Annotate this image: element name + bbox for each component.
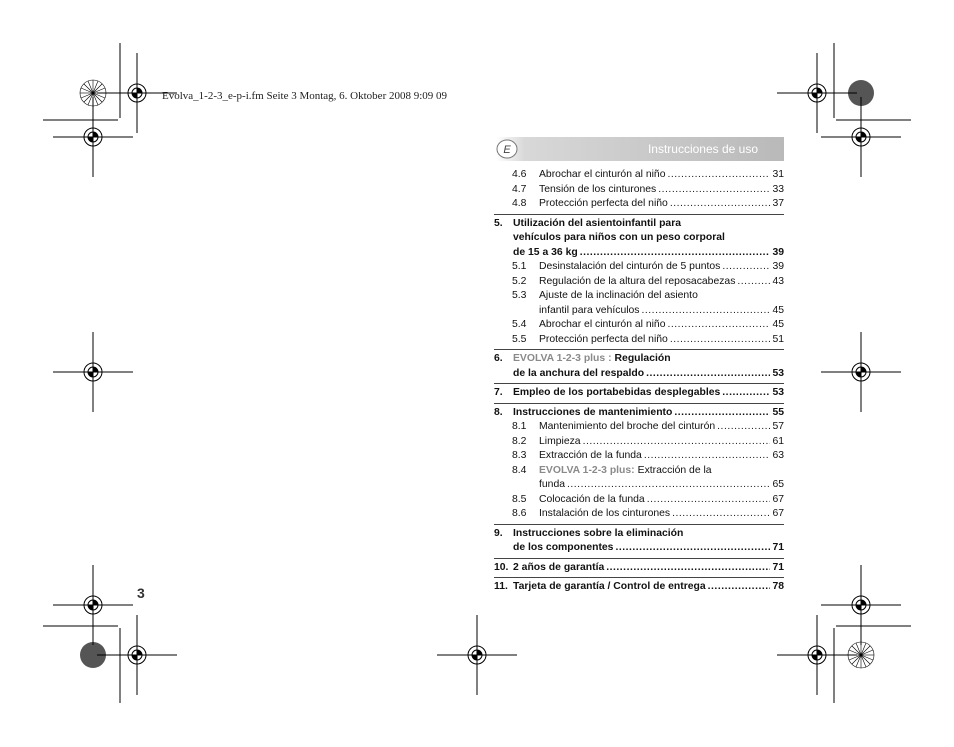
- toc-page: 78: [772, 581, 784, 592]
- toc-entry: [494, 420, 784, 435]
- toc-text: Instrucciones de mantenimiento: [513, 406, 673, 418]
- toc-chapter: [494, 527, 784, 542]
- toc-page: 67: [772, 493, 784, 505]
- toc-chapter: [494, 386, 784, 401]
- toc-chapter-continuation: [494, 246, 784, 261]
- toc-text: Empleo de los portabebidas desplegables: [513, 387, 721, 398]
- toc-text: Limpieza: [539, 435, 581, 447]
- toc-page: 45: [772, 304, 784, 316]
- toc-number: 8.1: [512, 421, 527, 432]
- toc-text: Utilización del asientoinfantil para: [513, 217, 682, 229]
- toc-number: 5.1: [512, 261, 527, 272]
- toc-text: Extracción de la: [637, 464, 712, 476]
- toc-page: 33: [772, 183, 784, 195]
- toc-entry: [494, 435, 784, 450]
- toc-number: 8.4: [512, 464, 527, 476]
- toc-page: 65: [772, 479, 784, 490]
- toc-entry-continuation: [494, 304, 784, 319]
- toc-text: Tarjeta de garantía / Control de entrega: [513, 581, 706, 592]
- toc-entry: [494, 183, 784, 198]
- toc-chapter: [494, 217, 784, 232]
- toc-brand: EVOLVA 1-2-3 plus :: [513, 353, 612, 364]
- toc-number: 6.: [494, 353, 503, 364]
- toc-text: Ajuste de la inclinación del asiento: [539, 290, 698, 301]
- toc-entry: [494, 168, 784, 183]
- toc-text: de la anchura del respaldo: [513, 367, 645, 379]
- toc-number: 5.2: [512, 275, 527, 287]
- toc-page: 39: [772, 261, 784, 272]
- toc-page: 61: [772, 435, 784, 447]
- toc-number: 8.5: [512, 493, 527, 505]
- toc-text: Regulación: [614, 353, 671, 364]
- toc-number: 5.: [494, 217, 503, 229]
- toc-text: de 15 a 36 kg: [513, 246, 578, 258]
- language-badge-icon: [496, 138, 518, 160]
- toc-page: 71: [772, 561, 784, 573]
- toc-number: 4.6: [512, 169, 527, 180]
- toc-entry: [494, 197, 784, 212]
- toc-text: funda: [539, 479, 566, 490]
- toc-number: 9.: [494, 527, 503, 539]
- toc-number: 5.4: [512, 319, 527, 330]
- banner-title: Instrucciones de uso: [647, 142, 758, 156]
- toc-page: 71: [772, 542, 784, 553]
- toc-page: 53: [772, 387, 784, 398]
- toc-chapter: [494, 352, 784, 367]
- table-of-contents: [494, 168, 784, 595]
- toc-number: 8.6: [512, 508, 527, 519]
- toc-text: Protección perfecta del niño: [539, 198, 668, 209]
- toc-chapter: [494, 580, 784, 595]
- toc-page: 43: [772, 275, 784, 287]
- toc-brand: EVOLVA 1-2-3 plus:: [539, 464, 635, 476]
- toc-number: 8.3: [512, 450, 527, 461]
- toc-page: 31: [772, 169, 784, 180]
- toc-text: Mantenimiento del broche del cinturón: [539, 421, 716, 432]
- section-banner: [496, 137, 784, 161]
- toc-page: 45: [772, 319, 784, 330]
- toc-text: Desinstalación del cinturón de 5 puntos: [539, 261, 721, 272]
- toc-entry: [494, 493, 784, 508]
- file-header-line: Evolva_1-2-3_e-p-i.fm Seite 3 Montag, 6. Oktober 2008 9:09 09: [162, 90, 448, 102]
- toc-entry: [494, 464, 784, 479]
- language-letter: E: [503, 144, 511, 156]
- toc-chapter-continuation: [494, 231, 784, 246]
- toc-entry: [494, 289, 784, 304]
- toc-page: 55: [772, 406, 784, 418]
- toc-text: Extracción de la funda: [539, 450, 642, 461]
- toc-text: 2 años de garantía: [513, 561, 605, 573]
- toc-number: 5.3: [512, 290, 527, 301]
- toc-entry: [494, 260, 784, 275]
- toc-text: Regulación de la altura del reposacabezas: [539, 275, 736, 287]
- toc-number: 11.: [494, 581, 508, 592]
- toc-number: 8.2: [512, 435, 527, 447]
- toc-number: 4.8: [512, 198, 527, 209]
- toc-number: 8.: [494, 406, 503, 418]
- toc-text: Instrucciones sobre la eliminación: [513, 527, 684, 539]
- toc-text: Abrochar el cinturón al niño: [539, 169, 666, 180]
- toc-text: infantil para vehículos: [539, 304, 640, 316]
- toc-page: 51: [772, 333, 784, 345]
- toc-entry: [494, 275, 784, 290]
- toc-number: 5.5: [512, 333, 527, 345]
- toc-entry-continuation: [494, 478, 784, 493]
- toc-number: 10.: [494, 561, 509, 573]
- toc-page: 67: [772, 508, 784, 519]
- toc-number: 4.7: [512, 183, 527, 195]
- toc-number: 7.: [494, 387, 503, 398]
- toc-page: 39: [772, 246, 784, 258]
- toc-page: 53: [772, 367, 784, 379]
- toc-text: vehículos para niños con un peso corporal: [513, 232, 725, 243]
- toc-chapter: [494, 561, 784, 576]
- toc-entry: [494, 449, 784, 464]
- toc-chapter: [494, 406, 784, 421]
- toc-text: Protección perfecta del niño: [539, 333, 668, 345]
- toc-text: Instalación de los cinturones: [539, 508, 671, 519]
- toc-entry: [494, 333, 784, 348]
- toc-page: 57: [772, 421, 784, 432]
- page-number: 3: [137, 585, 145, 601]
- toc-chapter-continuation: [494, 367, 784, 382]
- toc-page: 63: [772, 450, 784, 461]
- toc-text: Abrochar el cinturón al niño: [539, 319, 666, 330]
- toc-page: 37: [772, 198, 784, 209]
- toc-chapter-continuation: [494, 541, 784, 556]
- toc-entry: [494, 318, 784, 333]
- toc-text: Tensión de los cinturones: [539, 183, 657, 195]
- toc-text: Colocación de la funda: [539, 493, 645, 505]
- toc-text: de los componentes: [513, 542, 614, 553]
- toc-entry: [494, 507, 784, 522]
